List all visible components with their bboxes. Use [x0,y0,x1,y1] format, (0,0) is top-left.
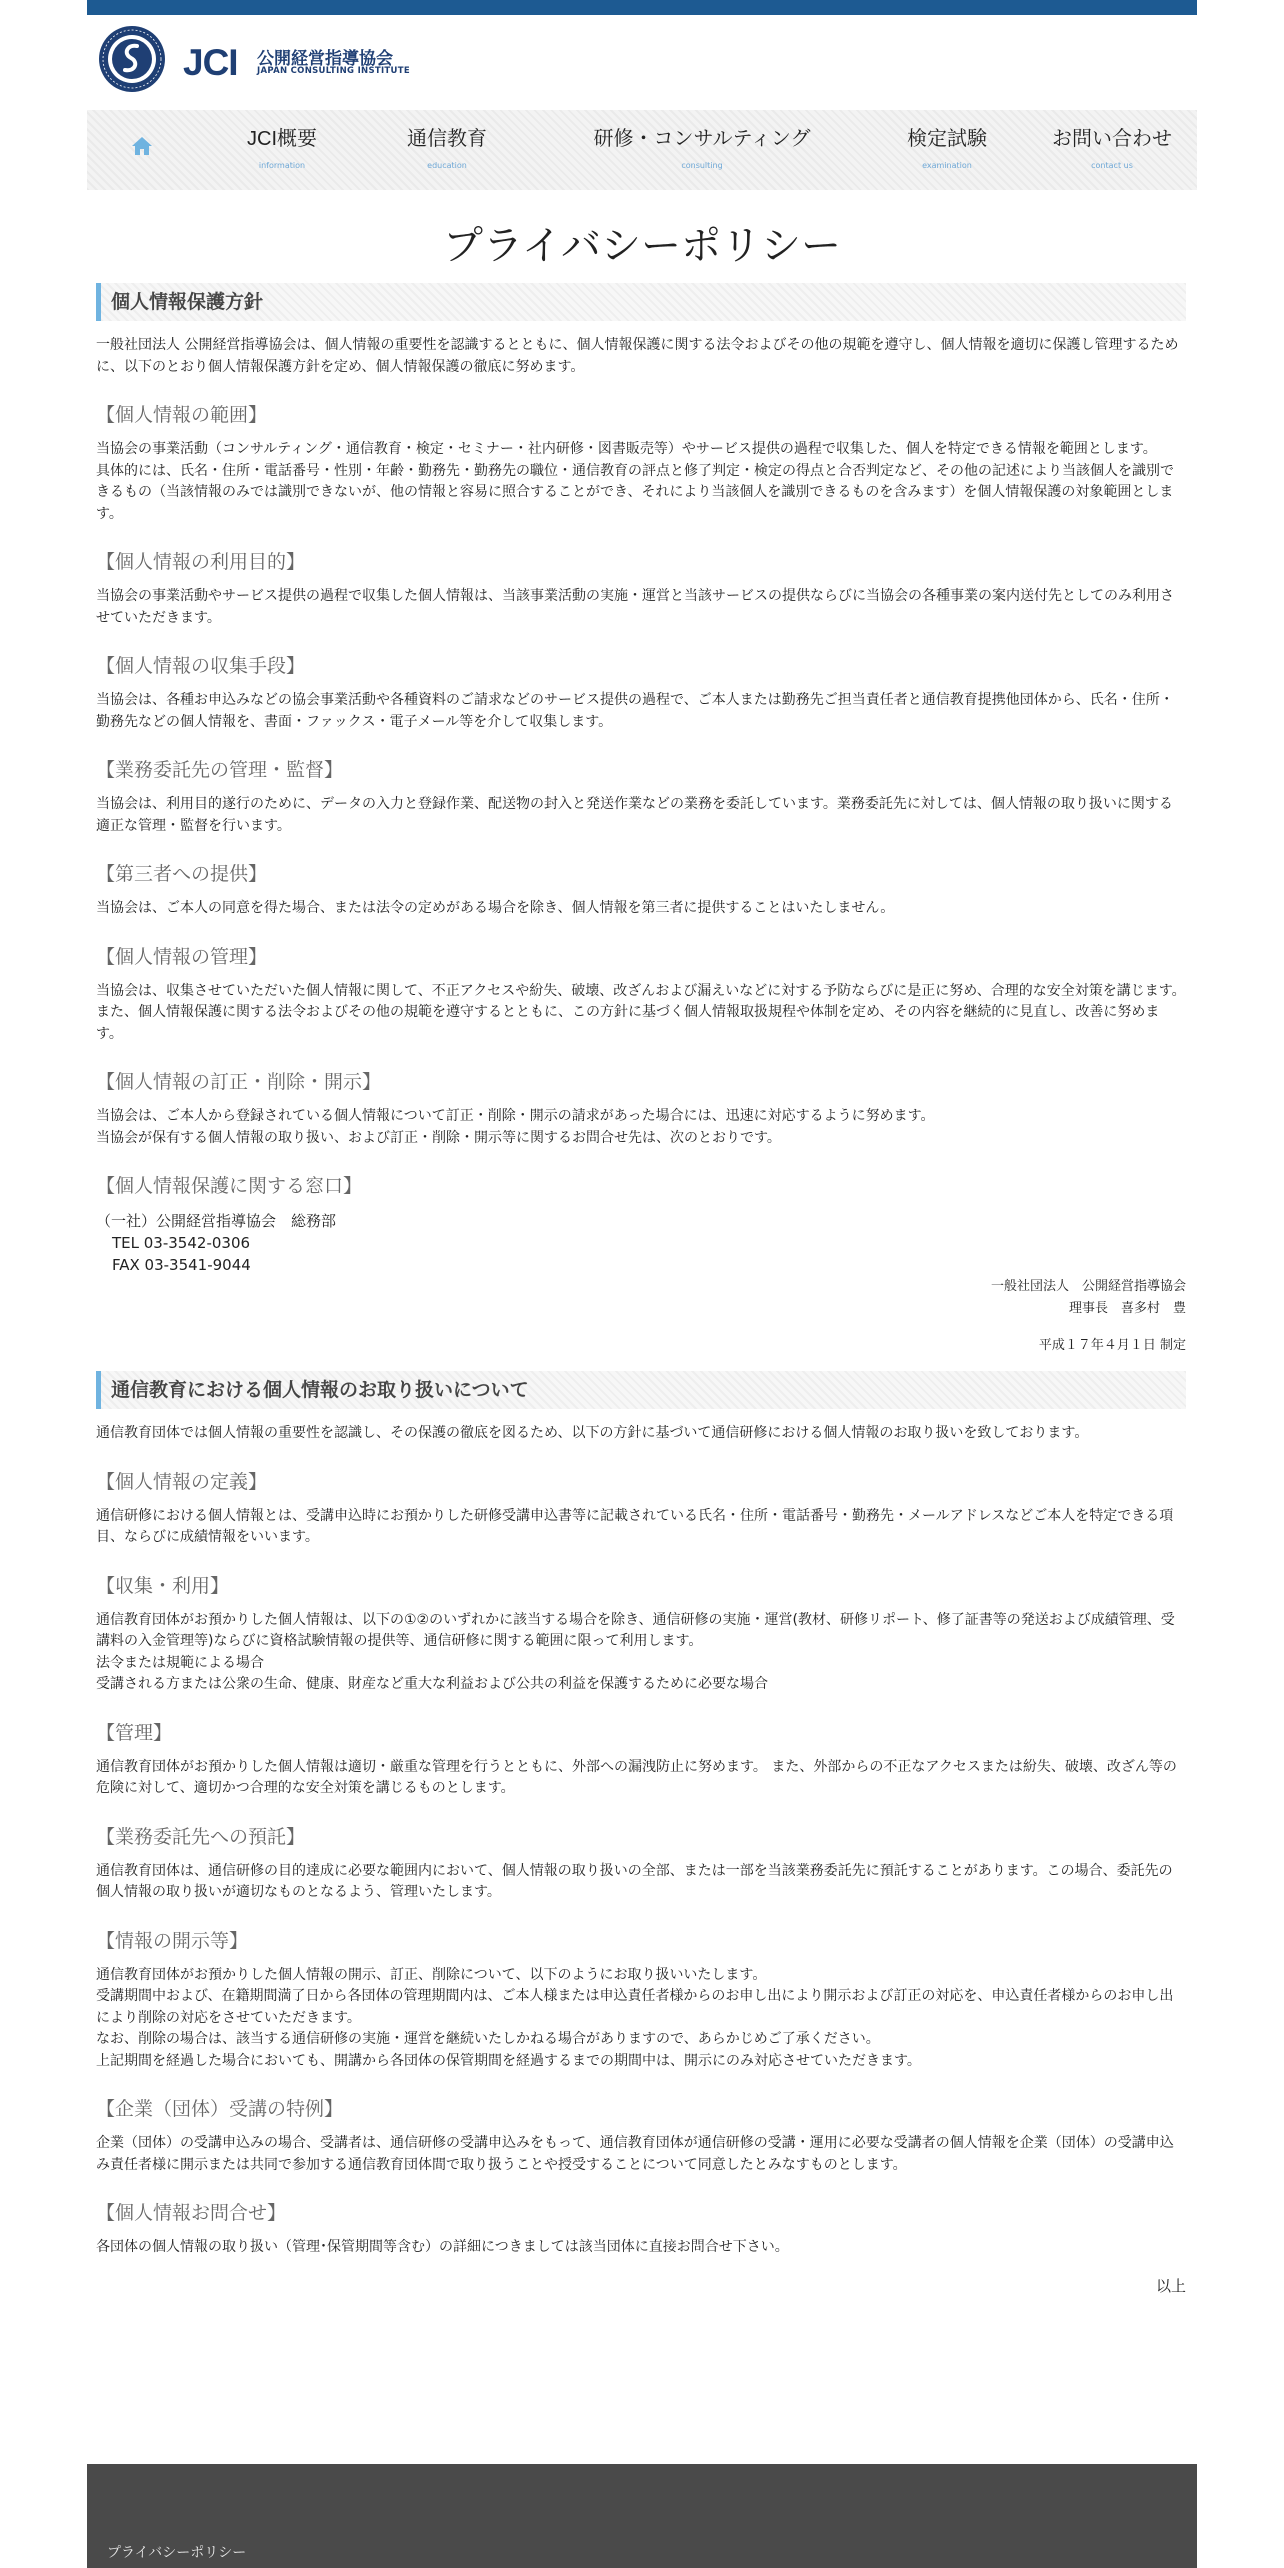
subsection-body: 企業（団体）の受講申込みの場合、受講者は、通信研修の受講申込みをもって、通信教育団体が通信研修の受講・運用に必要な受講者の個人情報を企業（団体）の受講申込み責任者様に開示または共同で参加する通信教育団体間で取り扱うことや授受することについて同意したとみなすものとします。 [96,2135,1174,2173]
logo-jci: JCI [183,42,238,83]
subsection-title: 【個人情報の訂正・削除・開示】 [96,1071,382,1093]
subsection-body: 当協会は、収集させていただいた個人情報に関して、不正アクセスや紛失、破壊、改ざんおよび漏えいなどに対する予防ならびに是正に努め、合理的な安全対策を講じます。 また、個人情報保護に関する法令およびその他の規範を遵守するとともに、この方針に基づく個人情報取扱規程や体制を定め、その内容を継続的に見直し、改善に努めます。 [96,982,1186,1042]
nav-item-about[interactable] [232,122,332,170]
subsection-body: 通信教育団体は、通信研修の目的達成に必要な範囲内において、個人情報の取り扱いの全部、または一部を当該業務委託先に預託することがあります。この場合、委託先の個人情報の取り扱いが適切なものとなるよう、管理いたします。 [96,1862,1173,1900]
subsection-title: 【個人情報保護に関する窓口】 [96,1175,363,1197]
contact-block [96,1210,1186,1276]
subsection-body: 通信教育団体がお預かりした個人情報は、以下の①②のいずれかに該当する場合を除き、通信研修の実施・運営(教材、研修リポート、修了証書等の発送および成績管理、受講料の入金管理等)ならびに資格試験情報の提供等、通信研修に関する範囲に限って利用します。 法令または規範による場合 受講される方または公衆の生命、健康、財産など重大な利益および公共の利益を保護するために必要な場合 [96,1611,1175,1692]
signature-person: 理事長 喜多村 豊 [1068,1301,1186,1316]
logo-name-jp: 公開経営指導協会 [257,49,393,69]
nav-label: お問い合わせ [1052,128,1172,150]
subsection-title: 【個人情報の収集手段】 [96,655,306,677]
subsection-title: 【企業（団体）受講の特例】 [96,2098,344,2120]
subsection-body: 当協会の事業活動（コンサルティング・通信教育・検定・セミナー・社内研修・図書販売等）やサービス提供の過程で収集した、個人を特定できる情報を範囲とします。 具体的には、氏名・住所・電話番号・性別・年齢・勤務先・勤務先の職位・通信教育の評点と修了判定・検定の得点と合否判定など、その他の記述により当該個人を識別できるもの（当該情報のみでは識別できないが、他の情報と容易に照合することができ、それにより当該個人を識別できるものを含みます）を個人情報保護の対象範囲とします。 [96,441,1174,522]
end-mark: 以上 [1155,2276,1186,2295]
correspondence-sections [96,1467,1186,2259]
section-heading-correspondence: 通信教育における個人情報のお取り扱いについて [96,1371,1186,1409]
nav-sublabel: examination [922,161,972,170]
home-icon[interactable] [130,134,154,158]
subsection-body: 当協会は、各種お申込みなどの協会事業活動や各種資料のご請求などのサービス提供の過程で、ご本人または勤務先ご担当責任者と通信教育提携他団体から、氏名・住所・勤務先などの個人情報を、書面・ファックス・電子メール等を介して収集します。 [96,692,1174,730]
subsection-title: 【個人情報お問合せ】 [96,2202,287,2224]
contact-tel: TEL 03-3542-0306 [112,1234,251,1252]
policy-sections [96,400,1186,1198]
subsection-title: 【管理】 [96,1721,173,1744]
subsection-body: 各団体の個人情報の取り扱い（管理･保管期間等含む）の詳細につきましては該当団体に直接お問合せ下さい。 [96,2239,789,2255]
nav-item-contact[interactable] [1047,122,1177,170]
nav-item-examination[interactable] [897,122,997,170]
nav-sublabel: education [427,161,467,170]
section-heading-policy: 個人情報保護方針 [96,283,1186,321]
seal-icon [97,24,167,94]
subsection-body: 通信研修における個人情報とは、受講申込時にお預かりした研修受講申込書等に記載されている氏名・住所・電話番号・勤務先・メールアドレスなどご本人を特定できる項目、ならびに成績情報をいいます。 [96,1507,1174,1545]
subsection-title: 【個人情報の範囲】 [96,404,268,426]
signature-org: 一般社団法人 公開経営指導協会 [990,1279,1186,1294]
nav-label: 検定試験 [907,128,987,150]
main-content [96,283,1186,2296]
page-title: プライバシーポリシー [443,223,841,269]
correspondence-intro: 通信教育団体では個人情報の重要性を認識し、その保護の徹底を図るため、以下の方針に基づいて通信研修における個人情報のお取り扱いを致しております。 [96,1425,1089,1441]
logo-name-en: JAPAN CONSULTING INSTITUTE [257,66,410,76]
nav-item-consulting[interactable] [587,122,817,170]
subsection-body: 当協会は、ご本人の同意を得た場合、または法令の定めがある場合を除き、個人情報を第三者に提供することはいたしません。 [96,900,895,916]
policy-intro: 一般社団法人 公開経営指導協会は、個人情報の重要性を認識するとともに、個人情報保護に関する法令およびその他の規範を遵守し、個人情報を適切に保護し管理するために、以下のとおり個人情報保護方針を定め、個人情報保護の徹底に努めます。 [96,337,1179,375]
subsection-body: 通信教育団体がお預かりした個人情報の開示、訂正、削除について、以下のようにお取り扱いいたします。 受講期間中および、在籍期間満了日から各団体の管理期間内は、ご本人様または申込責任者様からのお申し出により開示および訂正の対応を、申込責任者様からのお申し出により削除の対応をさせていただきます。 なお、削除の場合は、該当する通信研修の実施・運営を継続いたしかねる場合がありますので、あらかじめご了承ください。 上記期間を経過した場合においても、開講から各団体の保管期間を経過するまでの期間中は、開示にのみ対応させていただきます。 [96,1966,1174,2069]
subsection-title: 【業務委託先への預託】 [96,1825,306,1848]
nav-sublabel: contact us [1091,161,1133,170]
site-logo[interactable] [97,24,417,98]
nav-label: 研修・コンサルティング [593,128,811,150]
nav-label: 通信教育 [407,128,487,150]
subsection-body: 当協会の事業活動やサービス提供の過程で収集した個人情報は、当該事業活動の実施・運営と当該サービスの提供ならびに当協会の各種事業の案内送付先としてのみ利用させていただきます。 [96,588,1174,626]
subsection-body: 当協会は、ご本人から登録されている個人情報について訂正・削除・開示の請求があった場合には、迅速に対応するように努めます。 当協会が保有する個人情報の取り扱い、および訂正・削除・開示等に関するお問合せ先は、次のとおりです。 [96,1108,935,1146]
subsection-title: 【第三者への提供】 [96,863,268,885]
contact-org: （一社）公開経営指導協会 総務部 [96,1212,337,1230]
footer [87,2464,1197,2568]
subsection-title: 【業務委託先の管理・監督】 [96,759,344,781]
subsection-title: 【収集・利用】 [96,1574,230,1597]
nav-item-education[interactable] [397,122,497,170]
enacted-date: 平成１７年４月１日 制定 [1038,1338,1186,1353]
footer-privacy-link[interactable]: プライバシーポリシー [107,2545,247,2561]
subsection-title: 【個人情報の利用目的】 [96,551,306,573]
subsection-title: 【個人情報の定義】 [96,1470,268,1493]
nav-label: JCI概要 [247,128,317,150]
subsection-body: 通信教育団体がお預かりした個人情報は適切・厳重な管理を行うとともに、外部への漏洩防止に努めます。 また、外部からの不正なアクセスまたは紛失、破壊、改ざん等の危険に対して、適切かつ合理的な安全対策を講じるものとします。 [96,1758,1177,1796]
subsection-title: 【情報の開示等】 [96,1929,249,1952]
nav-sublabel: consulting [681,161,723,170]
signature-block [96,1276,1186,1320]
nav-sublabel: information [258,161,306,170]
page [87,0,1197,2568]
subsection-title: 【個人情報の管理】 [96,945,268,968]
top-accent-bar [87,0,1197,15]
main-nav [87,110,1197,190]
subsection-body: 当協会は、利用目的遂行のために、データの入力と登録作業、配送物の封入と発送作業などの業務を委託しています。業務委託先に対しては、個人情報の取り扱いに関する適正な管理・監督を行います。 [96,796,1173,834]
contact-fax: FAX 03-3541-9044 [112,1256,251,1274]
